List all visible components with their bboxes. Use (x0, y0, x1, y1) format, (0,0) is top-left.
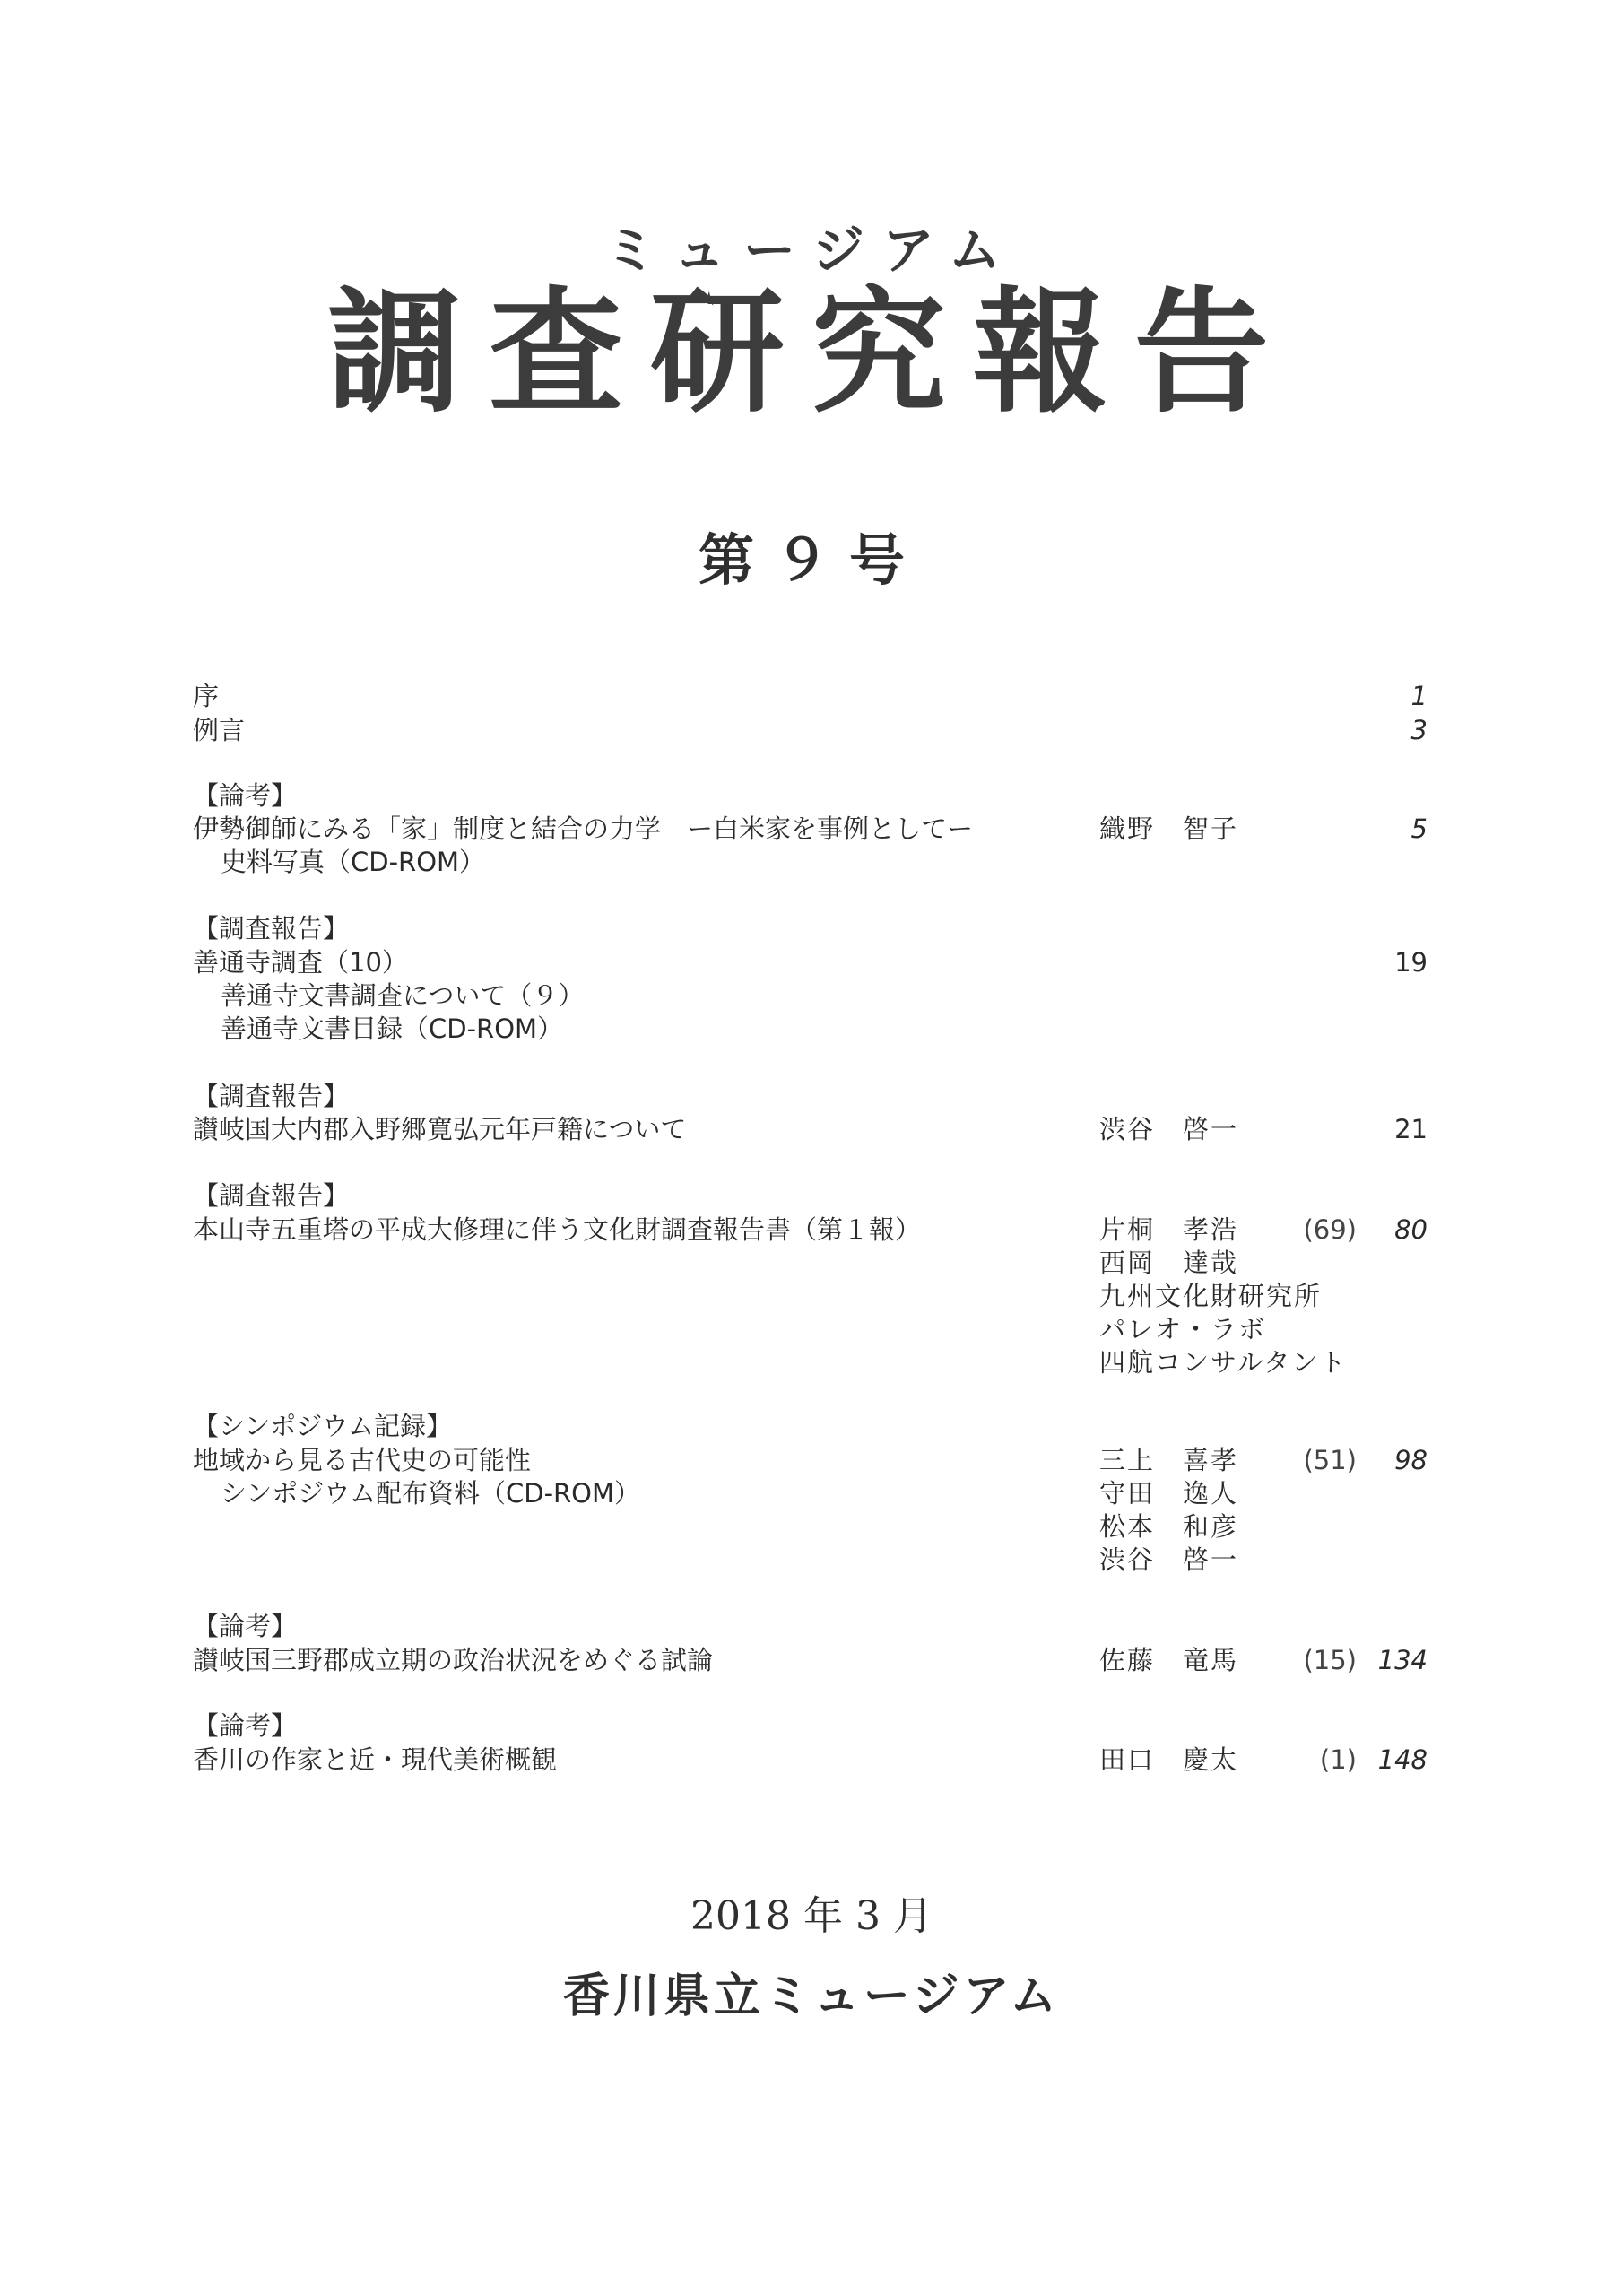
toc-entry-subtitle: シンポジウム配布資料（CD-ROM） (221, 1478, 641, 1509)
toc-category: 【調査報告】 (193, 913, 350, 944)
toc-entry-title: 伊勢御師にみる「家」制度と結合の力学 ー白米家を事例としてー (193, 813, 974, 844)
toc-entry-page: 19 (1394, 947, 1428, 978)
toc-entry-subtitle: 善通寺文書調査について（９） (221, 980, 585, 1011)
toc-entry-title: 讃岐国大内郡入野郷寛弘元年戸籍について (193, 1114, 687, 1144)
toc-preface-title: 序 (193, 681, 220, 711)
toc-entry-author: 西岡 達哉 (1099, 1248, 1239, 1278)
toc-entry-reverse-pages: (51) (1303, 1445, 1357, 1475)
journal-title: 調査研究報告 (326, 274, 1296, 431)
toc-entry-subtitle: 善通寺文書目録（CD-ROM） (221, 1013, 564, 1044)
toc-category: 【調査報告】 (193, 1180, 350, 1211)
toc-entry-author: 松本 和彦 (1099, 1511, 1239, 1542)
toc-entry-title: 善通寺調査（10） (193, 947, 408, 978)
toc-entry-title: 香川の作家と近・現代美術概観 (193, 1744, 558, 1775)
toc-category: 【論考】 (193, 1611, 298, 1641)
toc-notes-page: 3 (1410, 715, 1428, 745)
toc-entry-author: 渋谷 啓一 (1099, 1114, 1239, 1144)
toc-entry-author: 織野 智子 (1099, 813, 1239, 844)
toc-entry-author: 三上 喜孝 (1099, 1445, 1239, 1475)
toc-entry-reverse-pages: (1) (1319, 1744, 1357, 1775)
toc-category: 【論考】 (193, 780, 298, 811)
journal-subtitle: ミュージアム (604, 220, 1019, 281)
toc-entry-subtitle: 史料写真（CD-ROM） (221, 847, 486, 877)
toc-entry-author: 四航コンサルタント (1099, 1347, 1348, 1378)
toc-category: 【論考】 (193, 1710, 298, 1741)
toc-entry-page: 148 (1377, 1744, 1428, 1775)
issue-number: 第９号 (698, 527, 924, 593)
toc-entry-reverse-pages: (69) (1303, 1214, 1357, 1245)
toc-category: 【シンポジウム記録】 (193, 1411, 452, 1441)
toc-entry-page: 21 (1394, 1114, 1428, 1144)
toc-entry-title: 地域から見る古代史の可能性 (193, 1445, 532, 1475)
toc-entry-page: 134 (1377, 1645, 1428, 1675)
toc-entry-author: 田口 慶太 (1099, 1744, 1239, 1775)
toc-entry-page: 80 (1394, 1214, 1428, 1245)
toc-entry-author: 渋谷 啓一 (1099, 1544, 1239, 1575)
toc-entry-reverse-pages: (15) (1303, 1645, 1357, 1675)
toc-category: 【調査報告】 (193, 1081, 350, 1111)
toc-entry-title: 讃岐国三野郡成立期の政治状況をめぐる試論 (193, 1645, 714, 1675)
toc-entry-author: 守田 逸人 (1099, 1478, 1239, 1509)
publisher-name: 香川県立ミュージアム (562, 1969, 1061, 2023)
toc-entry-author: 片桐 孝浩 (1099, 1214, 1239, 1245)
toc-entry-author: 九州文化財研究所 (1099, 1281, 1323, 1311)
toc-entry-author: パレオ・ラボ (1099, 1314, 1267, 1344)
publication-date: 2018 年 3 月 (690, 1893, 933, 1939)
toc-entry-title: 本山寺五重塔の平成大修理に伴う文化財調査報告書（第１報） (193, 1214, 922, 1245)
toc-notes-title: 例言 (193, 715, 246, 745)
toc-entry-page: 5 (1410, 813, 1428, 844)
toc-entry-page: 98 (1394, 1445, 1428, 1475)
toc-preface-page: 1 (1410, 681, 1428, 711)
toc-entry-author: 佐藤 竜馬 (1099, 1645, 1239, 1675)
